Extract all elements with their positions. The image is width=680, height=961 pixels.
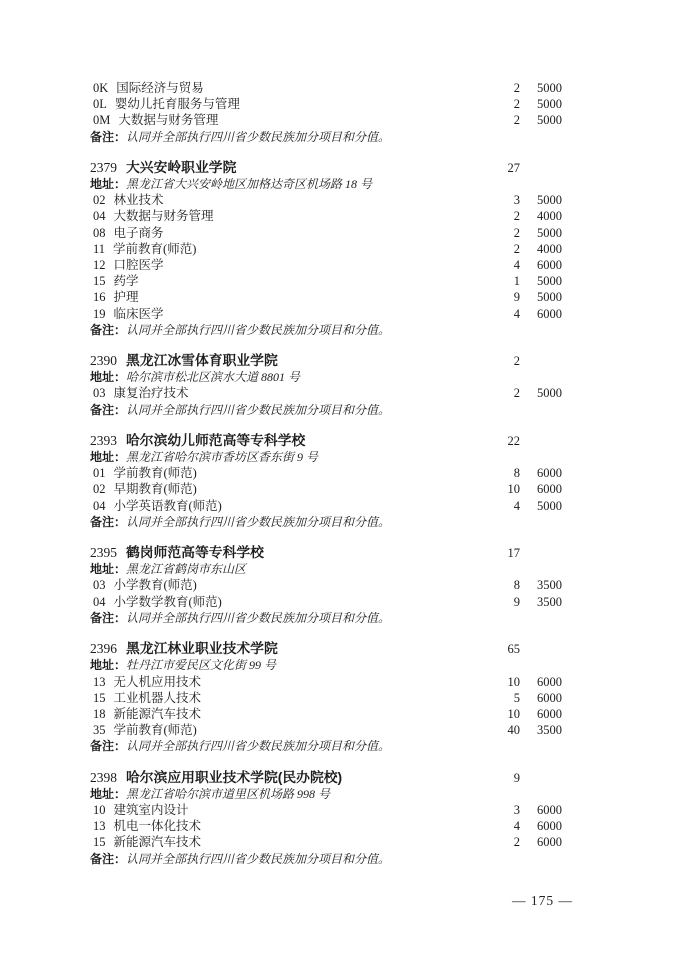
course-row (90, 722, 562, 738)
course-quota: 3 (513, 193, 520, 208)
course-quota: 10 (507, 706, 520, 721)
course-name: 国际经济与贸易 (116, 81, 204, 95)
course-quota: 5 (513, 690, 520, 705)
remark-text: 认同并全部执行四川省少数民族加分项目和分值。 (126, 322, 391, 337)
course-fee: 5000 (537, 290, 562, 305)
course-code: 02 (93, 482, 106, 497)
course-row (90, 706, 562, 722)
course-quota: 4 (513, 498, 520, 513)
course-row (90, 112, 562, 128)
course-quota: 2 (513, 386, 520, 401)
school-code: 2396 (90, 641, 117, 657)
remark-label: 备注： (90, 129, 127, 144)
course-code: 04 (93, 498, 106, 513)
course-fee: 6000 (537, 674, 562, 689)
course-fee: 6000 (537, 835, 562, 850)
remark-row (90, 129, 562, 145)
course-code: 04 (93, 594, 106, 609)
course-quota: 2 (513, 241, 520, 256)
course-code: 35 (93, 723, 106, 738)
address-label: 地址： (90, 177, 127, 192)
school-name: 鹤岗师范高等专科学校 (126, 545, 264, 561)
course-row (90, 306, 562, 322)
course-fee: 5000 (537, 274, 562, 289)
address-text: 黑龙江省鹤岗市东山区 (126, 562, 247, 577)
address-label: 地址： (90, 450, 127, 465)
course-name: 新能源汽车技术 (113, 835, 202, 850)
remark-row (90, 851, 562, 867)
course-row (90, 594, 562, 610)
remark-label: 备注： (90, 610, 127, 625)
course-quota: 3 (513, 802, 520, 817)
course-row (90, 96, 562, 112)
course-quota: 4 (513, 819, 520, 834)
school-total-quota: 9 (513, 770, 520, 785)
remark-text: 认同并全部执行四川省少数民族加分项目和分值。 (126, 851, 391, 866)
course-name: 学前教育(师范) (113, 723, 197, 738)
address-row (90, 786, 562, 802)
school-code: 2390 (90, 353, 117, 369)
course-fee: 6000 (537, 819, 562, 834)
course-name: 建筑室内设计 (113, 802, 189, 817)
course-row (90, 257, 562, 273)
course-fee: 6000 (537, 802, 562, 817)
course-row (90, 225, 562, 241)
course-quota: 4 (513, 258, 520, 273)
remark-text: 认同并全部执行四川省少数民族加分项目和分值。 (126, 739, 391, 754)
address-text: 黑龙江省哈尔滨市香坊区香东街 9 号 (126, 450, 319, 465)
course-row (90, 465, 562, 481)
school-code: 2393 (90, 432, 117, 448)
course-fee: 5000 (537, 386, 562, 401)
course-fee: 5000 (537, 81, 562, 95)
course-code: 13 (93, 819, 106, 834)
course-code: 12 (93, 258, 106, 273)
course-name: 早期教育(师范) (113, 482, 197, 497)
school-total-quota: 27 (507, 160, 520, 175)
course-name: 药学 (113, 274, 139, 289)
remark-row (90, 738, 562, 754)
course-fee: 5000 (537, 193, 562, 208)
school-total-quota: 17 (507, 546, 520, 561)
school-header-row (90, 545, 562, 561)
course-code: 15 (93, 690, 106, 705)
course-row (90, 273, 562, 289)
remark-text: 认同并全部执行四川省少数民族加分项目和分值。 (126, 610, 391, 625)
course-row (90, 481, 562, 497)
plan-list (90, 80, 562, 867)
school-name: 大兴安岭职业学院 (126, 159, 237, 175)
course-fee: 6000 (537, 306, 562, 321)
course-fee: 6000 (537, 258, 562, 273)
address-row (90, 449, 562, 465)
course-row (90, 80, 562, 96)
school-name: 黑龙江冰雪体育职业学院 (126, 353, 278, 369)
course-name: 小学英语教育(师范) (113, 498, 222, 513)
school-section (90, 160, 562, 338)
course-quota: 9 (513, 594, 520, 609)
course-fee: 3500 (537, 594, 562, 609)
address-label: 地址： (90, 370, 127, 385)
course-code: 18 (93, 706, 106, 721)
course-row (90, 690, 562, 706)
course-name: 护理 (113, 290, 139, 305)
course-quota: 10 (507, 674, 520, 689)
address-text: 黑龙江省哈尔滨市道里区机场路 998 号 (126, 786, 331, 801)
course-code: 0L (93, 97, 107, 112)
course-row (90, 385, 562, 401)
remark-label: 备注： (90, 514, 127, 529)
course-code: 08 (93, 225, 106, 240)
course-quota: 2 (513, 209, 520, 224)
course-code: 01 (93, 466, 106, 481)
course-quota: 9 (513, 290, 520, 305)
course-fee: 3500 (537, 723, 562, 738)
school-name: 黑龙江林业职业技术学院 (126, 641, 278, 657)
remark-label: 备注： (90, 851, 127, 866)
course-fee: 6000 (537, 706, 562, 721)
course-name: 小学数学教育(师范) (113, 594, 222, 609)
remark-row (90, 610, 562, 626)
course-fee: 4000 (537, 209, 562, 224)
school-header-row (90, 770, 562, 786)
remark-text: 认同并全部执行四川省少数民族加分项目和分值。 (126, 402, 391, 417)
course-row (90, 498, 562, 514)
school-section (90, 353, 562, 418)
address-text: 黑龙江省大兴安岭地区加格达奇区机场路 18 号 (126, 177, 373, 192)
course-code: 16 (93, 290, 106, 305)
course-fee: 5000 (537, 97, 562, 112)
address-text: 哈尔滨市松北区滨水大道 8801 号 (126, 370, 301, 385)
course-quota: 2 (513, 81, 520, 95)
course-fee: 5000 (537, 225, 562, 240)
course-row (90, 241, 562, 257)
school-name: 哈尔滨幼儿师范高等专科学校 (126, 432, 306, 448)
course-row (90, 289, 562, 305)
course-code: 15 (93, 835, 106, 850)
remark-label: 备注： (90, 402, 127, 417)
course-name: 婴幼儿托育服务与管理 (114, 97, 240, 112)
course-name: 小学教育(师范) (113, 578, 197, 593)
school-code: 2395 (90, 545, 117, 561)
course-quota: 40 (507, 723, 520, 738)
course-code: 11 (93, 241, 106, 256)
school-total-quota: 65 (507, 642, 520, 657)
course-name: 大数据与财务管理 (113, 209, 214, 224)
course-name: 学前教育(师范) (113, 466, 197, 481)
address-row (90, 657, 562, 673)
course-fee: 6000 (537, 690, 562, 705)
school-total-quota: 22 (507, 433, 520, 448)
address-row (90, 561, 562, 577)
course-code: 0K (93, 81, 109, 95)
school-code: 2398 (90, 769, 117, 785)
course-row (90, 208, 562, 224)
school-section (90, 641, 562, 754)
course-row (90, 577, 562, 593)
remark-label: 备注： (90, 739, 127, 754)
school-section (90, 545, 562, 626)
course-fee: 4000 (537, 241, 562, 256)
remark-text: 认同并全部执行四川省少数民族加分项目和分值。 (126, 514, 391, 529)
course-quota: 8 (513, 466, 520, 481)
remark-label: 备注： (90, 322, 127, 337)
school-section (90, 80, 562, 145)
course-code: 0M (93, 113, 111, 128)
course-quota: 2 (513, 97, 520, 112)
address-label: 地址： (90, 786, 127, 801)
course-quota: 2 (513, 835, 520, 850)
course-name: 大数据与财务管理 (118, 113, 219, 128)
school-header-row (90, 433, 562, 449)
course-quota: 8 (513, 578, 520, 593)
page-number: — 175 — (512, 893, 573, 908)
school-code: 2379 (90, 159, 117, 175)
address-label: 地址： (90, 562, 127, 577)
course-row (90, 674, 562, 690)
course-name: 林业技术 (113, 193, 164, 208)
school-header-row (90, 160, 562, 176)
course-name: 新能源汽车技术 (113, 706, 202, 721)
address-text: 牡丹江市爱民区文化街 99 号 (126, 658, 277, 673)
course-code: 15 (93, 274, 106, 289)
course-code: 04 (93, 209, 106, 224)
school-header-row (90, 353, 562, 369)
course-name: 工业机器人技术 (113, 690, 202, 705)
remark-row (90, 514, 562, 530)
course-row (90, 802, 562, 818)
address-row (90, 176, 562, 192)
school-section (90, 770, 562, 867)
course-quota: 2 (513, 113, 520, 128)
remark-text: 认同并全部执行四川省少数民族加分项目和分值。 (126, 129, 391, 144)
course-fee: 3500 (537, 578, 562, 593)
course-code: 10 (93, 802, 106, 817)
course-quota: 10 (507, 482, 520, 497)
remark-row (90, 322, 562, 338)
course-code: 02 (93, 193, 106, 208)
course-fee: 5000 (537, 113, 562, 128)
address-row (90, 369, 562, 385)
course-name: 无人机应用技术 (113, 674, 202, 689)
course-quota: 1 (513, 274, 520, 289)
course-name: 口腔医学 (113, 258, 164, 273)
course-name: 学前教育(师范) (113, 241, 197, 256)
course-name: 电子商务 (113, 225, 164, 240)
course-fee: 6000 (537, 466, 562, 481)
address-label: 地址： (90, 658, 127, 673)
course-fee: 5000 (537, 498, 562, 513)
course-row (90, 192, 562, 208)
course-fee: 6000 (537, 482, 562, 497)
course-code: 03 (93, 578, 106, 593)
course-row (90, 834, 562, 850)
course-quota: 4 (513, 306, 520, 321)
course-quota: 2 (513, 225, 520, 240)
course-name: 康复治疗技术 (113, 386, 189, 401)
school-name: 哈尔滨应用职业技术学院(民办院校) (126, 769, 343, 785)
course-code: 13 (93, 674, 106, 689)
course-code: 19 (93, 306, 106, 321)
course-row (90, 818, 562, 834)
school-section (90, 433, 562, 530)
course-name: 机电一体化技术 (113, 819, 202, 834)
school-total-quota: 2 (513, 354, 520, 369)
school-header-row (90, 641, 562, 657)
remark-row (90, 402, 562, 418)
course-code: 03 (93, 386, 106, 401)
course-name: 临床医学 (113, 306, 164, 321)
